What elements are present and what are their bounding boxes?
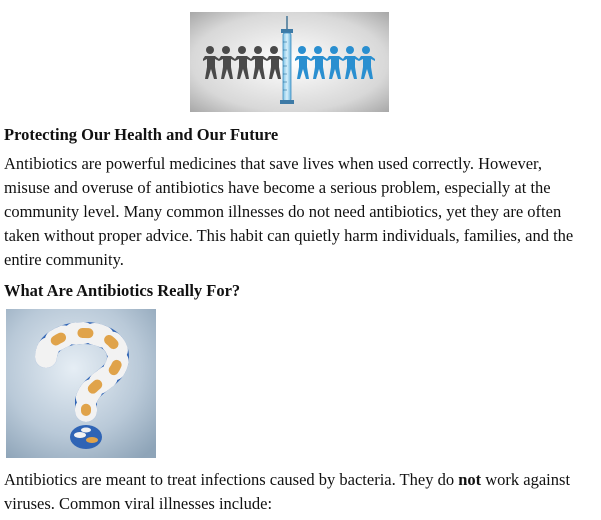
paragraph-text-end: work against viruses. Common viral illnesses include: bbox=[4, 470, 571, 513]
emphasis-not: not bbox=[458, 470, 482, 489]
syringe-people-image bbox=[190, 12, 389, 112]
section-heading-protecting: Protecting Our Health and Our Future bbox=[4, 125, 279, 144]
intro-paragraph: Antibiotics are powerful medicines that save lives when used correctly. However, misuse and overuse of antibiotics have become a serious problem, especially at the community level. Many common illnesses do not need antibiotics, yet they are often taken without proper advice. This habit can quietly harm individuals, families, and the entire community. bbox=[4, 154, 574, 269]
antibiotics-purpose-paragraph bbox=[4, 468, 584, 516]
article bbox=[4, 12, 584, 516]
section-heading-what-for: What Are Antibiotics Really For? bbox=[4, 281, 241, 300]
paragraph-text-start: Antibiotics are meant to treat infections caused by bacteria. They do bbox=[4, 470, 459, 489]
pill-question-mark-image bbox=[6, 309, 156, 458]
